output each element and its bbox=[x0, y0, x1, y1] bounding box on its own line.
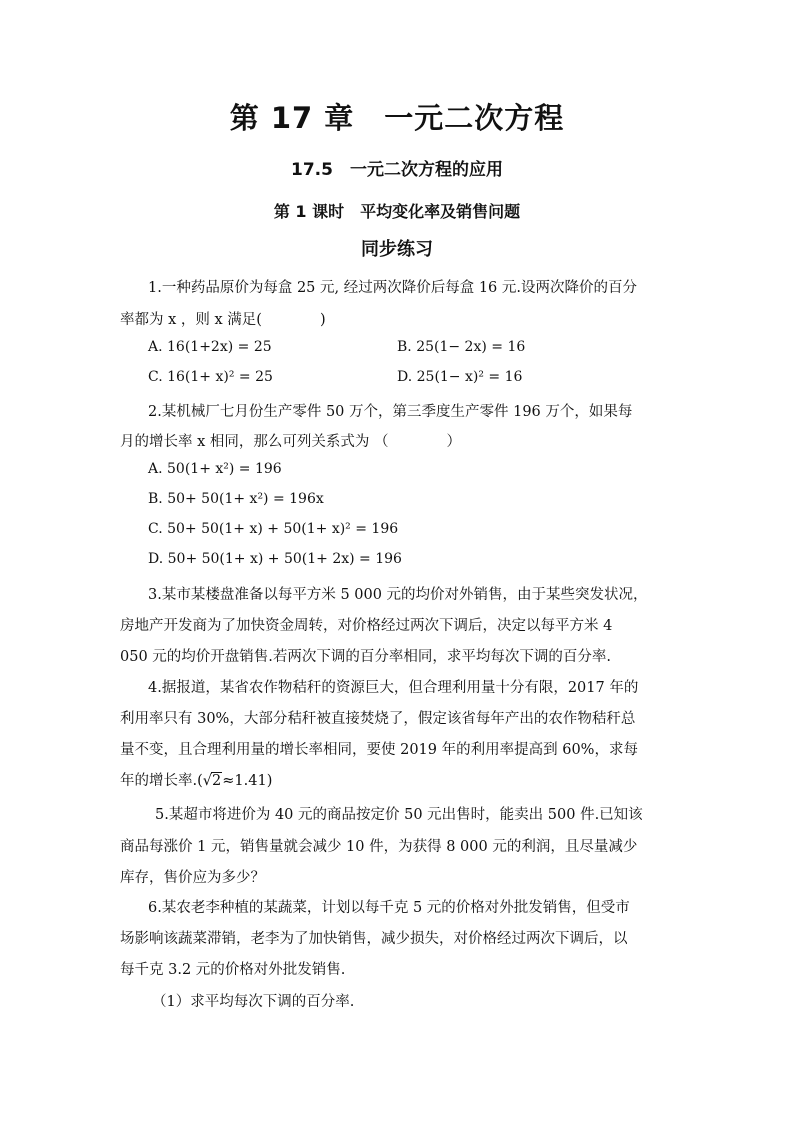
q2-option-a: A. 50(1+ x²) = 196 bbox=[148, 461, 282, 477]
sqrt-symbol: √ bbox=[202, 773, 213, 789]
q2-option-c: C. 50+ 50(1+ x) + 50(1+ x)² = 196 bbox=[148, 521, 399, 537]
q4-line-4 bbox=[120, 769, 272, 790]
q2-option-b: B. 50+ 50(1+ x²) = 196x bbox=[148, 491, 324, 507]
chapter-title: 第 17 章 一元二次方程 bbox=[229, 101, 565, 135]
q5-line-3: 库存，售价应为多少？ bbox=[120, 870, 265, 886]
q6-line-2: 场影响该蔬菜滞销，老李为了加快销售，减少损失，对价格经过两次下调后，以 bbox=[120, 931, 628, 947]
q6-line-3: 每千克 3.2 元的价格对外批发销售. bbox=[120, 962, 346, 978]
q2-line-2: 月的增长率 x 相同，那么可列关系式为 （ ） bbox=[120, 434, 462, 450]
q1-line-2: 率都为 x ，则 x 满足( ) bbox=[120, 312, 326, 328]
q6-sub-1: （1）求平均每次下调的百分率. bbox=[152, 994, 355, 1010]
q5-line-1: 5.某超市将进价为 40 元的商品按定价 50 元出售时，能卖出 500 件.已知该 bbox=[155, 807, 643, 823]
q2-option-d: D. 50+ 50(1+ x) + 50(1+ 2x) = 196 bbox=[148, 551, 402, 567]
q1-option-d: D. 25(1− x)² = 16 bbox=[397, 369, 523, 385]
q2-line-1: 2.某机械厂七月份生产零件 50 万个，第三季度生产零件 196 万个，如果每 bbox=[148, 404, 633, 420]
q3-line-2: 房地产开发商为了加快资金周转，对价格经过两次下调后，决定以每平方米 4 bbox=[120, 618, 613, 634]
q5-line-2: 商品每涨价 1 元，销售量就会减少 10 件，为获得 8 000 元的利润，且尽量减少 bbox=[120, 839, 638, 855]
q4-line-1: 4.据报道，某省农作物秸秆的资源巨大，但合理利用量十分有限，2017 年的 bbox=[148, 680, 639, 696]
exercise-title: 同步练习 bbox=[361, 239, 433, 260]
sqrt-radicand: 2 bbox=[212, 773, 222, 789]
lesson-title: 第 1 课时 平均变化率及销售问题 bbox=[273, 202, 521, 221]
q1-option-c: C. 16(1+ x)² = 25 bbox=[148, 369, 273, 385]
q6-line-1: 6.某农老李种植的某蔬菜，计划以每千克 5 元的价格对外批发销售，但受市 bbox=[148, 900, 630, 916]
q1-option-a: A. 16(1+2x) = 25 bbox=[148, 339, 272, 355]
q3-line-3: 050 元的均价开盘销售.若两次下调的百分率相同，求平均每次下调的百分率. bbox=[120, 649, 612, 665]
q3-line-1: 3.某市某楼盘准备以每平方米 5 000 元的均价对外销售，由于某些突发状况， bbox=[148, 587, 648, 603]
q1-line-1: 1.一种药品原价为每盒 25 元, 经过两次降价后每盒 16 元.设两次降价的百分 bbox=[148, 280, 637, 296]
q4-line-4-prefix: 年的增长率.( bbox=[120, 773, 203, 789]
q4-line-2: 利用率只有 30%，大部分秸秆被直接焚烧了，假定该省每年产出的农作物秸秆总 bbox=[120, 711, 636, 727]
section-title: 17.5 一元二次方程的应用 bbox=[291, 160, 503, 180]
q4-line-4-suffix: ≈1.41) bbox=[222, 773, 273, 789]
q1-option-b: B. 25(1− 2x) = 16 bbox=[397, 339, 526, 355]
q4-line-3: 量不变，且合理利用量的增长率相同，要使 2019 年的利用率提高到 60%，求每 bbox=[120, 742, 638, 758]
